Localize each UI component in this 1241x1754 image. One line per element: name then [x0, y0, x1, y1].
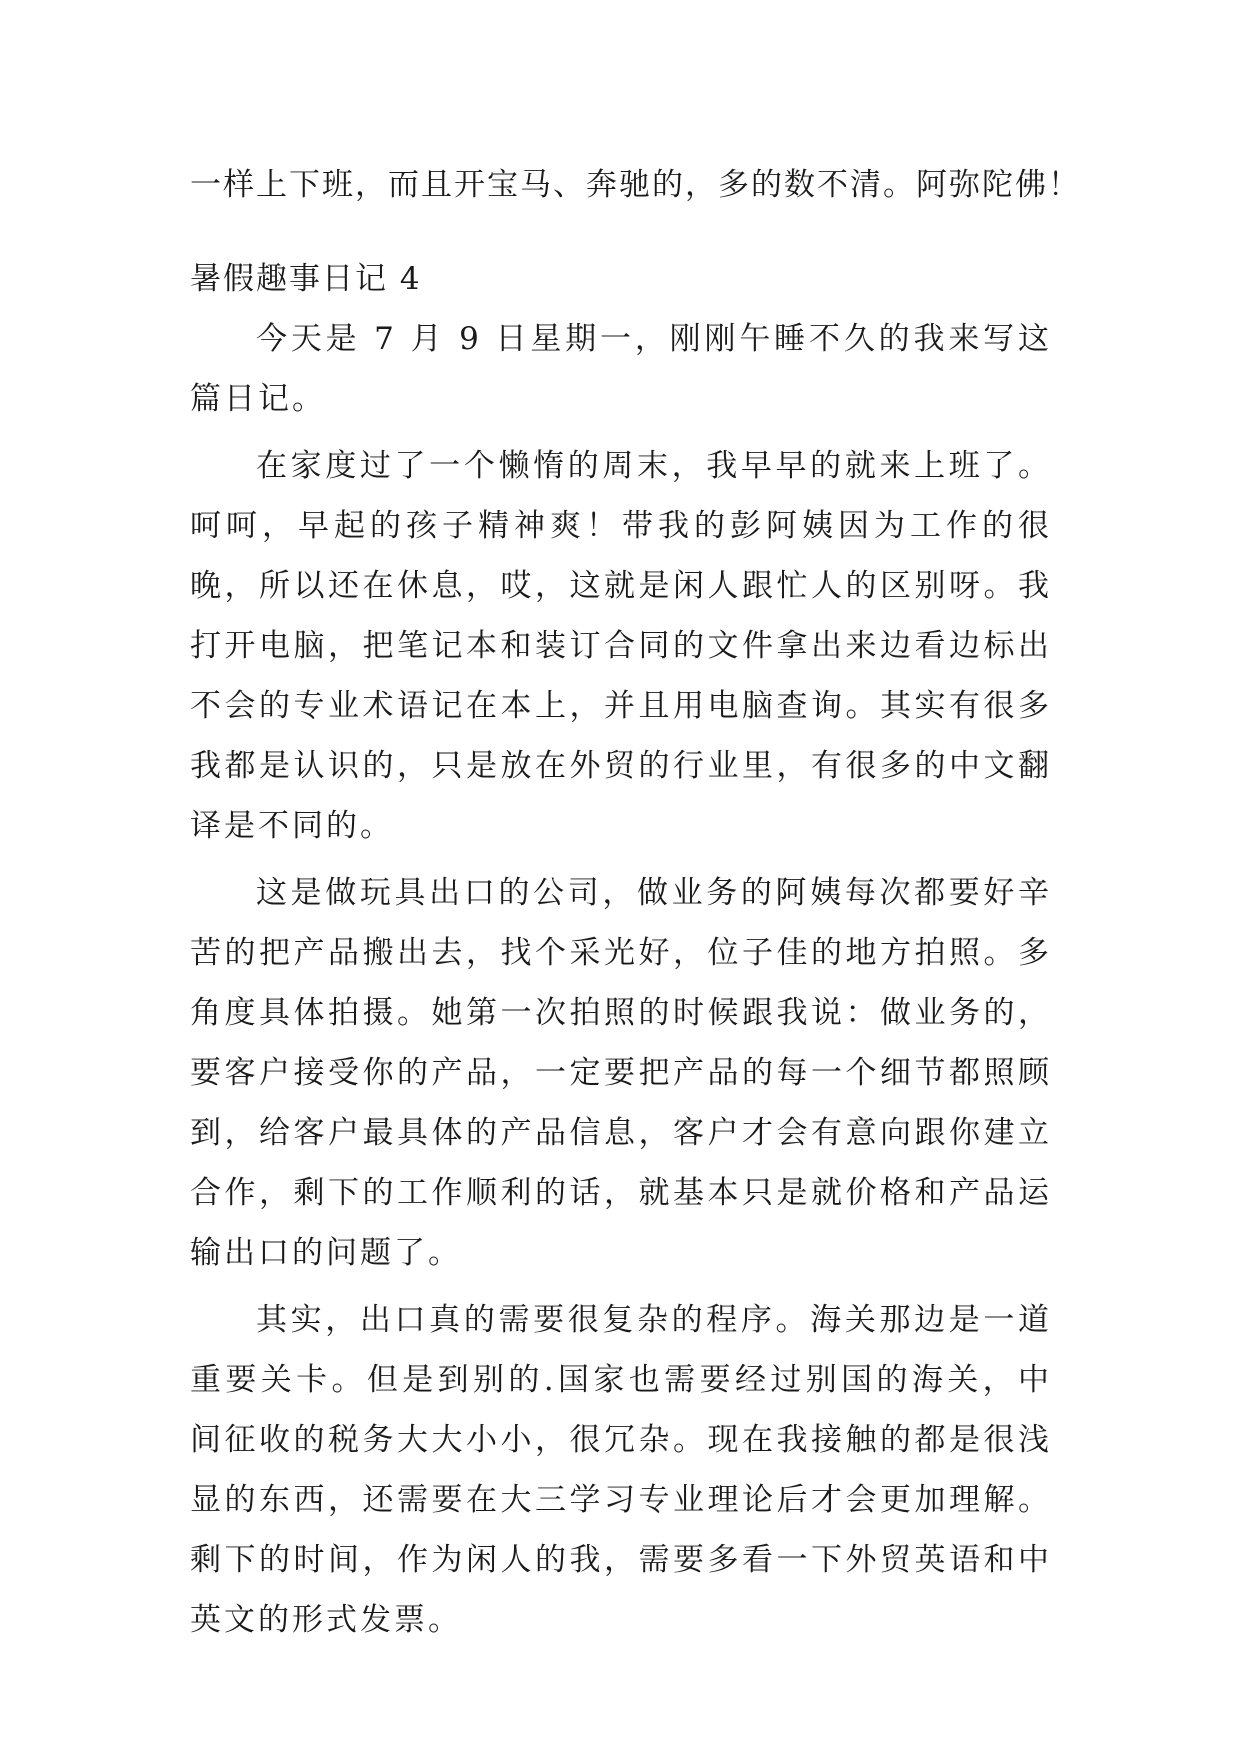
document-page — [190, 155, 1081, 1657]
paragraph-2: 在家度过了一个懒惰的周末，我早早的就来上班了。呵呵，早起的孩子精神爽！带我的彭阿姨因为工作的很晚，所以还在休息，哎，这就是闲人跟忙人的区别呀。我打开电脑，把笔记本和装订合同的文件拿出来边看边标出不会的专业术语记在本上，并且用电脑查询。其实有很多我都是认识的，只是放在外贸的行业里，有很多的中文翻译是不同的。 — [190, 448, 1052, 844]
paragraph-1: 今天是 7 月 9 日星期一，刚刚午睡不久的我来写这篇日记。 — [190, 321, 1052, 417]
paragraph-3: 这是做玩具出口的公司，做业务的阿姨每次都要好辛苦的把产品搬出去，找个采光好，位子佳的地方拍照。多角度具体拍摄。她第一次拍照的时候跟我说：做业务的，要客户接受你的产品，一定要把产品的每一个细节都照顾到，给客户最具体的产品信息，客户才会有意向跟你建立合作，剩下的工作顺利的话，就基本只是就价格和产品运输出口的问题了。 — [190, 875, 1052, 1271]
paragraph-4: 其实，出口真的需要很复杂的程序。海关那边是一道重要关卡。但是到别的.国家也需要经过别国的海关，中间征收的税务大大小小，很冗杂。现在我接触的都是很浅显的东西，还需要在大三学习专业理论后才会更加理解。剩下的时间，作为闲人的我，需要多看一下外贸英语和中英文的形式发票。 — [190, 1302, 1052, 1638]
diary-title: 暑假趣事日记 4 — [190, 261, 422, 297]
continuation-line: 一样上下班，而且开宝马、奔驰的，多的数不清。阿弥陀佛！ — [190, 167, 1081, 203]
